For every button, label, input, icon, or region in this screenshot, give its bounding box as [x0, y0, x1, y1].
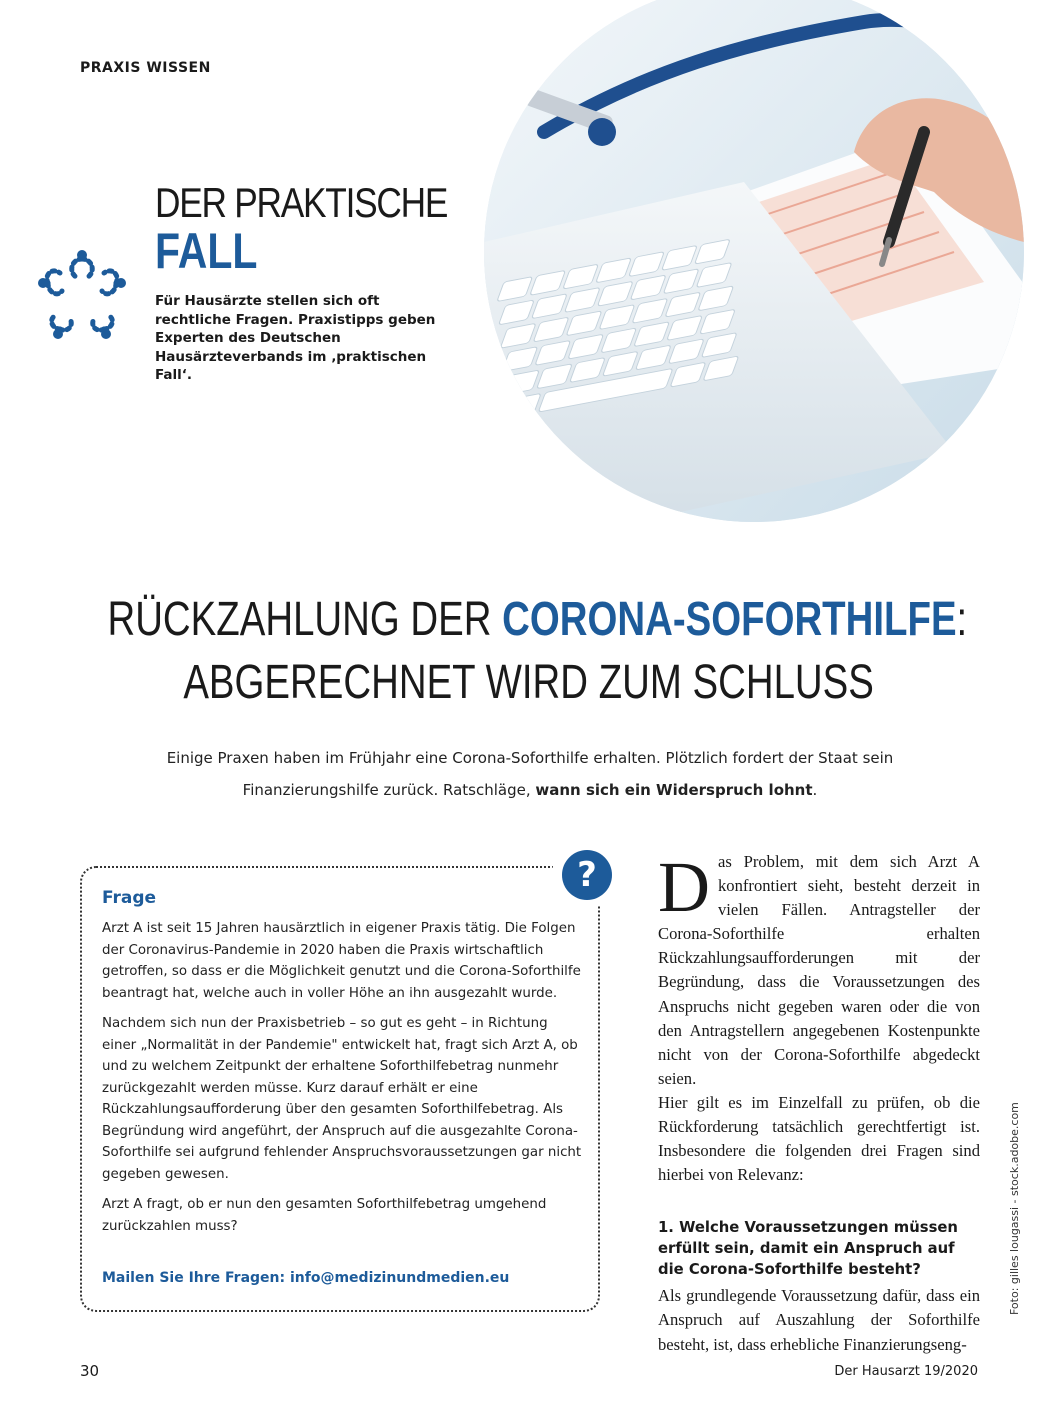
question-body [102, 918, 584, 1246]
question-mark-icon: ? [562, 850, 612, 900]
lead-line-2-pre: Finanzierungshilfe zurück. Ratschläge, [242, 781, 536, 799]
article-column [658, 847, 980, 1357]
series-intro: Für Hausärzte stellen sich oft rechtliche Fragen. Praxistipps geben Experten des Deutschen Hausärzteverbands im ‚praktischen Fall‘. [155, 293, 436, 383]
stethoscope-ring-logo-icon [32, 245, 132, 345]
lead-line-1: Einige Praxen haben im Frühjahr eine Corona-Soforthilfe erhalten. Plötzlich fordert der Staat sein [166, 749, 894, 767]
series-title: FALL [155, 223, 258, 279]
article-paragraph-3: Als grundlegende Voraussetzung dafür, dass ein Anspruch auf Auszahlung der Soforthilfe besteht, ist, dass erhebliche Finanzierungseng- [658, 1286, 980, 1354]
headline-line-1 [0, 593, 1058, 646]
photo-credit: Foto: gilles lougassi - stock.adobe.com [1008, 1102, 1021, 1315]
section-label: PRAXIS WISSEN [80, 60, 211, 76]
article-subheading-1: 1. Welche Voraussetzungen müssen erfüllt sein, damit ein Anspruch auf die Corona-Soforthilfe besteht? [658, 1219, 958, 1279]
lead-paragraph [60, 742, 1000, 806]
series-kicker: DER PRAKTISCHE [155, 179, 448, 226]
dropcap: D [658, 847, 710, 927]
question-paragraph: Arzt A ist seit 15 Jahren hausärztlich in eigener Praxis tätig. Die Folgen der Coronavirus-Pandemie in 2020 haben die Praxis wirtschaftlich getroffen, so dass er die Möglichkeit genutzt und die Corona-Soforthilfe beantragt hat, welche auch in voller Höhe an ihn ausgezahlt wurde. [102, 921, 581, 1001]
article-paragraph-1: as Problem, mit dem sich Arzt A konfrontiert sieht, besteht derzeit in vielen Fällen. Antragsteller der Corona-Soforthilfe erhalten Rückzahlungsaufforderungen mit der Begründung, dass die Voraussetzungen des Anspruchs nicht gegeben waren oder die von den Antragstellern angegebenen Kostenpunkte nicht von der Corona-Soforthilfe abgedeckt seien. [658, 852, 980, 1088]
page-number: 30 [80, 1362, 100, 1380]
keyboard-and-form-illustration [484, 0, 1024, 522]
headline-line-2-text: ABGERECHNET WIRD ZUM SCHLUSS [183, 656, 875, 709]
article-paragraph-2: Hier gilt es im Einzelfall zu prüfen, ob die Rückforderung tatsächlich gerechtfertigt ist. Insbesondere die folgenden drei Fragen sind hierbei von Relevanz: [658, 1092, 980, 1185]
headline-pre: RÜCKZAHLUNG DER [107, 593, 503, 646]
headline-highlight: CORONA-SOFORTHILFE [502, 593, 957, 646]
hero-photo [484, 0, 1024, 522]
lead-line-2 [60, 774, 1000, 806]
question-mail-line: Mailen Sie Ihre Fragen: info@medizinundmedien.eu [102, 1270, 510, 1286]
headline-colon: : [956, 593, 968, 646]
lead-line-2-post: . [812, 781, 818, 799]
lead-line-2-bold: wann sich ein Widerspruch lohnt [535, 781, 813, 799]
question-paragraph: Arzt A fragt, ob er nun den gesamten Soforthilfebetrag umgehend zurückzahlen muss? [102, 1197, 547, 1234]
headline-line-2 [0, 656, 1058, 709]
question-title: Frage [102, 888, 157, 908]
question-paragraph: Nachdem sich nun der Praxisbetrieb – so gut es geht – in Richtung einer „Normalität in der Pandemie" entwickelt hat, fragt sich Arzt A, ob und zu welchem Zeitpunkt der erhaltene Soforthilfebetrag nunmehr zurückgezahlt werden müsse. Kurz darauf erhält er eine Rückzahlungsaufforderung über den gesamten Soforthilfebetrag. Als Begründung wird angeführt, der Anspruch auf die ausgezahlte Corona-Soforthilfe sei aufgrund fehlender Anspruchsvoraussetzungen gar nicht gegeben gewesen. [102, 1016, 582, 1182]
issue-label: Der Hausarzt 19/2020 [834, 1364, 978, 1379]
